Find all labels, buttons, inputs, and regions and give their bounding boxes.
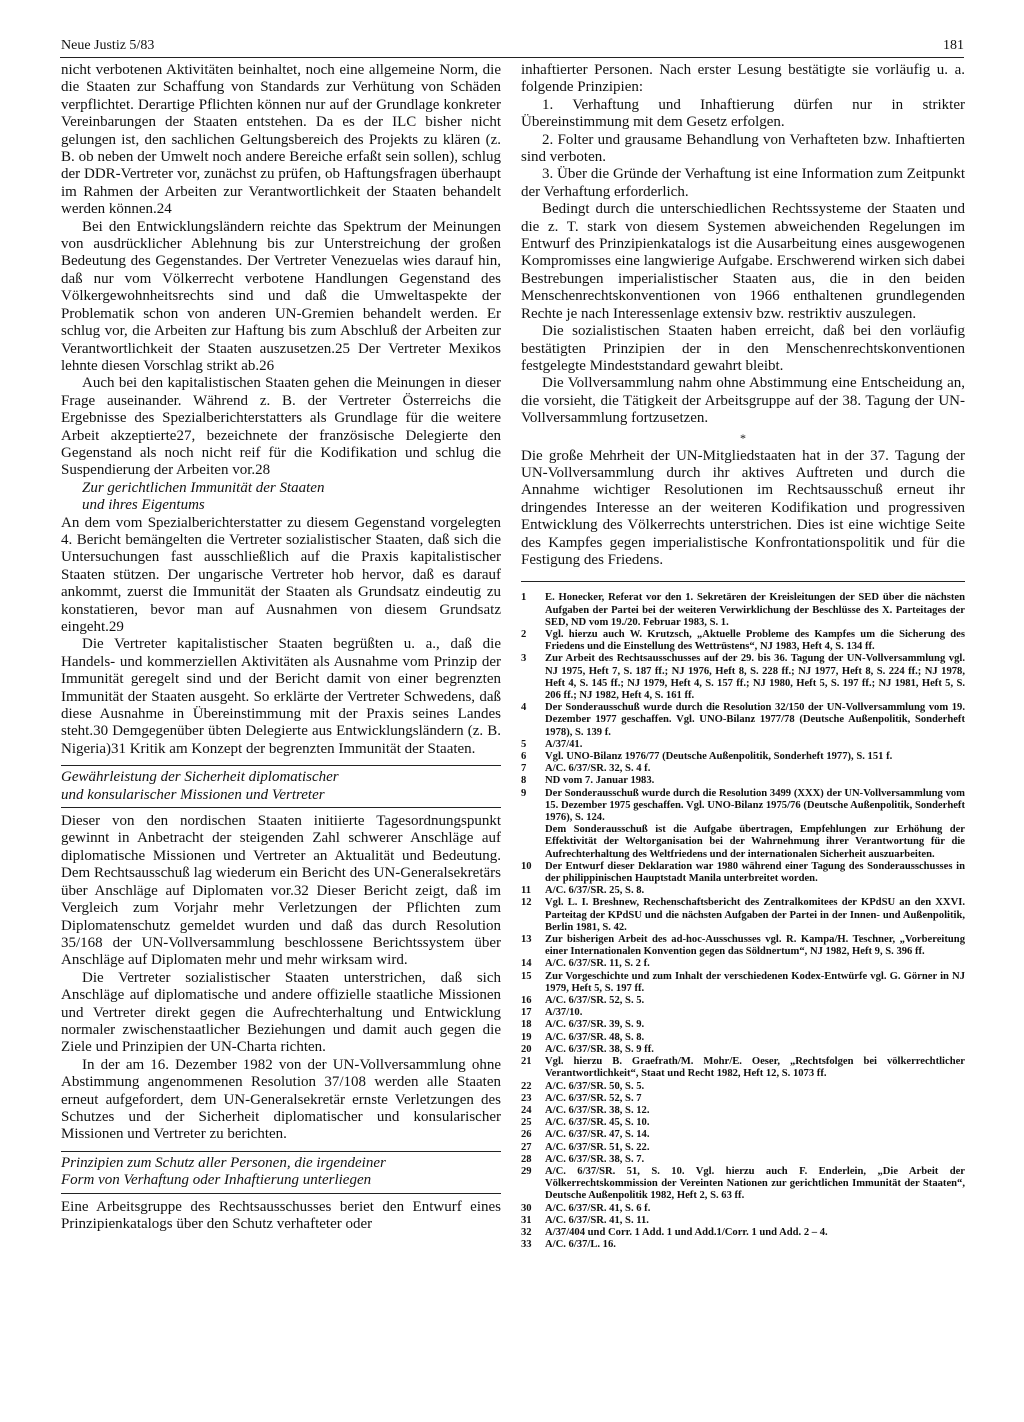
paragraph: In der am 16. Dezember 1982 von der UN-Vollversammlung ohne Abstimmung angenommenen Resolution 37/108 werden alle Staaten erneut aufgefordert, dem UN-Generalsekretär ernste Verletzungen des Schutzes und der Sicherheit diplomatischer und konsularischer Missionen und Vertreter zu berichten.: [61, 1056, 501, 1143]
footnote-text: Der Sonderausschuß wurde durch die Resolution 3499 (XXX) der UN-Vollversammlung vom 15. Dezember 1975 geschaffen. Vgl. UNO-Bilanz 1975/76 (Deutsche Außenpolitik, Sonderheft 1976), S. 124.: [545, 787, 965, 824]
footnote-item: [521, 1032, 965, 1044]
principle-item: 2. Folter und grausame Behandlung von Verhafteten bzw. Inhaftierten sind verboten.: [521, 131, 965, 166]
paragraph: Auch bei den kapitalistischen Staaten gehen die Meinungen in dieser Frage auseinander. Während z. B. der Vertreter Österreichs die Ergebnisse des Spezialberichterstatters als Grundlage für die weitere Arbeit akzeptierte27, bezeichnete der französische Delegierte den Gegenstand als noch nicht reif für die Kodifikation und schlug die Suspendierung der Arbeiten vor.28: [61, 375, 501, 479]
section-separator-star: *: [740, 430, 746, 445]
footnote-item: [521, 1056, 965, 1080]
footnote-text: E. Honecker, Referat vor den 1. Sekretären der Kreisleitungen der SED über die nächsten Aufgaben der Partei bei der weiteren Verwirklichung der Beschlüsse des X. Parteitages der SED, ND vom 19./20. Februar 1983, S. 1.: [545, 592, 965, 628]
footnote-number: 16: [521, 995, 532, 1007]
footnote-number: 22: [521, 1080, 532, 1092]
heading-line: und konsularischer Missionen und Vertreter: [61, 786, 325, 803]
footnote-item: [521, 653, 965, 702]
footnote-item: [521, 763, 965, 775]
footnote-item: [521, 775, 965, 787]
footnote-text: A/C. 6/37/SR. 38, S. 7.: [545, 1153, 645, 1165]
footnote-text: A/C. 6/37/SR. 48, S. 8.: [545, 1031, 645, 1043]
footnote-item: [521, 1093, 965, 1105]
footnote-number: 28: [521, 1153, 532, 1165]
footnote-text: ND vom 7. Januar 1983.: [545, 775, 655, 787]
footnote-number: 3: [521, 653, 527, 665]
footnote-number: [521, 824, 545, 861]
section-heading-diplomatic-security: [61, 765, 501, 808]
footnote-text: Vgl. hierzu auch W. Krutzsch, „Aktuelle Probleme des Kampfes um die Sicherung des Friedens und die Einstellung des Wettrüstens“, NJ 1983, Heft 4, S. 134 ff.: [545, 628, 965, 653]
principle-item: 1. Verhaftung und Inhaftierung dürfen nur in strikter Übereinstimmung mit dem Gesetz erfolgen.: [521, 96, 965, 131]
heading-line: Form von Verhaftung oder Inhaftierung unterliegen: [61, 1172, 372, 1189]
footnote-item: [521, 971, 965, 995]
footnote-item: [521, 1166, 965, 1203]
footnote-item: [521, 1142, 965, 1154]
footnote-number: 7: [521, 763, 527, 775]
subheading-immunity-line2: und ihres Eigentums: [82, 497, 205, 514]
subheading-immunity-line1: Zur gerichtlichen Immunität der Staaten: [82, 479, 325, 496]
footnote-number: 9: [521, 787, 527, 799]
footnote-number: 8: [521, 775, 527, 787]
footnote-number: 25: [521, 1117, 532, 1129]
footnote-number: 33: [521, 1239, 532, 1251]
footnote-item: [521, 1154, 965, 1166]
paragraph: Eine Arbeitsgruppe des Rechtsausschusses beriet den Entwurf eines Prinzipienkatalogs über den Schutz verhafteter oder: [61, 1198, 501, 1232]
footnote-number: 19: [521, 1031, 532, 1043]
footnote-text: Vgl. hierzu B. Graefrath/M. Mohr/E. Oeser, „Rechtsfolgen bei völkerrechtlicher Verantwortlichkeit“, Staat und Recht 1982, Heft 12, S. 1073 ff.: [545, 1056, 965, 1080]
paragraph: Die große Mehrheit der UN-Mitgliedstaaten hat in der 37. Tagung der UN-Vollversammlung durch ihr aktives Auftreten und durch die Annahme wichtiger Resolutionen im Rechtsausschuß erneut ihr dringendes Interesse an der weiteren Kodifikation und progressiven Entwicklung des Völkerrechts unterstrichen. Dies ist eine wichtige Seite des Kampfes gegen imperialistische Konfrontationspolitik und für die Festigung des Friedens.: [521, 447, 965, 568]
left-column: [61, 62, 501, 1233]
footnote-item: [521, 934, 965, 958]
footnote-number: 30: [521, 1202, 532, 1214]
footnote-rule: [521, 581, 965, 582]
footnote-text: Der Entwurf dieser Deklaration war 1980 während einer Tagung des Sonderausschusses in der philippinischen Hauptstadt Manila unterbreitet worden.: [545, 860, 965, 885]
footnote-item: [521, 592, 965, 629]
paragraph: Dieser von den nordischen Staaten initiierte Tagesordnungspunkt gewinnt in Anbetracht der steigenden Zahl schwerer Anschläge auf diplomatische Missionen und Vertreter an Aktualität und Bedeutung. Dem Rechtsausschuß lag wiederum ein Bericht des UN-Generalsekretärs über Anschläge auf Diplomaten vor.32 Dieser Bericht zeigt, daß im Vergleich zum Vorjahr mehr Verletzungen der Pflichten zum Diplomatenschutz gemeldet wurden und daß das durch Resolution 35/168 der UN-Vollversammlung beschlossene Berichtssystem über Anschläge auf Diplomaten mehr und mehr wirksam wird.: [61, 813, 501, 969]
footnote-item: [521, 1105, 965, 1117]
footnote-item: [521, 1044, 965, 1056]
footnote-item: [521, 1227, 965, 1239]
footnote-text: A/C. 6/37/SR. 41, S. 6 f.: [545, 1202, 651, 1214]
footnote-item: [521, 885, 965, 897]
footnote-text: Zur Arbeit des Rechtsausschusses auf der 29. bis 36. Tagung der UN-Vollversammlung vgl. NJ 1975, Heft 7, S. 187 ff.; NJ 1976, Heft 8, S. 228 ff.; NJ 1977, Heft 8, S. 224 ff.; NJ 1978, Heft 4, S. 145 ff.; NJ 1979, Heft 4, S. 157 ff.; NJ 1980, Heft 5, S. 197 ff.; NJ 1981, Heft 5, S. 206 ff.; NJ 1982, Heft 4, S. 161 ff.: [545, 653, 965, 701]
footnote-list: [521, 592, 965, 1251]
footnote-number: 23: [521, 1092, 532, 1104]
footnote-text: A/37/10.: [545, 1007, 583, 1019]
footnote-number: 27: [521, 1141, 532, 1153]
heading-line: Gewährleistung der Sicherheit diplomatischer: [61, 769, 339, 786]
footnote-item: [521, 1203, 965, 1215]
footnote-text: Zur bisherigen Arbeit des ad-hoc-Ausschusses vgl. R. Kampa/H. Teschner, „Vorbereitung einer Internationalen Konvention gegen das Söldnertum“, NJ 1982, Heft 9, S. 396 ff.: [545, 934, 965, 958]
footnote-number: 14: [521, 958, 532, 970]
footnote-number: 1: [521, 592, 527, 604]
footnote-item: [521, 1129, 965, 1141]
footnote-number: 4: [521, 702, 527, 714]
footnote-text: A/C. 6/37/SR. 11, S. 2 f.: [545, 958, 650, 970]
header-rule: [60, 57, 964, 58]
footnote-item: [521, 1019, 965, 1031]
footnote-number: 17: [521, 1007, 532, 1019]
footnote-number: 15: [521, 970, 532, 982]
footnote-number: 24: [521, 1104, 532, 1116]
footnote-item: [521, 995, 965, 1007]
footnote-item: [521, 1007, 965, 1019]
footnote-text: A/C. 6/37/SR. 52, S. 7: [545, 1092, 642, 1104]
footnote-text: A/C. 6/37/SR. 52, S. 5.: [545, 995, 645, 1007]
footnote-number: 12: [521, 897, 532, 909]
footnote-item: [521, 702, 965, 739]
footnote-text: A/C. 6/37/SR. 45, S. 10.: [545, 1117, 650, 1129]
footnote-text: A/C. 6/37/SR. 50, S. 5.: [545, 1080, 645, 1092]
footnote-item: [521, 958, 965, 970]
page-number: 181: [943, 38, 964, 53]
footnote-number: 6: [521, 751, 527, 763]
footnote-text: A/37/41.: [545, 738, 583, 750]
footnote-item: [521, 1239, 965, 1251]
footnote-text: Dem Sonderausschuß ist die Aufgabe übertragen, Empfehlungen zur Erhöhung der Effektivität der Weltorganisation bei der Wahrnehmung ihrer Verantwortung für die Aufrechterhaltung des Weltfriedens und der internationalen Sicherheit auszuarbeiten.: [545, 824, 965, 860]
paragraph: An dem vom Spezialberichterstatter zu diesem Gegenstand vorgelegten 4. Bericht bemängelten die Vertreter sozialistischer Staaten, daß sich die Untersuchungen fast ausschließlich auf die Praxis kapitalistischer Staaten stützen. Der ungarische Vertreter hob hervor, daß es darauf ankommt, zuerst die Immunität der Staaten als Grundsatz eindeutig zu konstatieren, bevor man auf Ausnahmen von diesem Grundsatz eingeht.29: [61, 514, 501, 635]
footnote-item: [521, 861, 965, 885]
footnote-text: A/C. 6/37/L. 16.: [545, 1239, 616, 1251]
paragraph: nicht verbotenen Aktivitäten beinhaltet, noch eine allgemeine Norm, die die Staaten zur Schaffung von Standards zur Verhütung von Schäden verpflichtet. Derartige Pflichten können nur auf der Grundlage konkreter Vereinbarungen der Staaten entstehen. Da es der ILC bisher nicht gelungen ist, den sachlichen Geltungsbereich des Projekts zu klären (z. B. ob neben der Umwelt noch andere Bereiche erfaßt sein sollen), schlug der DDR-Vertreter vor, zunächst zu prüfen, ob Haftungsfragen überhaupt im Rahmen der Arbeiten zur Verantwortlichkeit der Staaten behandelt werden können.24: [61, 62, 501, 218]
paragraph: Die Vertreter kapitalistischer Staaten begrüßten u. a., daß die Handels- und kommerziellen Aktivitäten als Ausnahme vom Prinzip der Immunität geregelt sind und der Bericht damit von einer begrenzten Immunität der Staaten ausgeht. So erklärte der Vertreter Schwedens, daß diese Ausnahme in Übereinstimmung mit der Praxis seines Landes steht.30 Demgegenüber übten Delegierte aus Entwicklungsländern (z. B. Nigeria)31 Kritik am Konzept der begrenzten Immunität der Staaten.: [61, 636, 501, 757]
paragraph: Die Vollversammlung nahm ohne Abstimmung eine Entscheidung an, die vorsieht, die Tätigkeit der Arbeitsgruppe auf der 38. Tagung der UN-Vollversammlung fortzusetzen.: [521, 375, 965, 427]
footnote-number: 21: [521, 1056, 532, 1068]
footnote-number: 18: [521, 1019, 532, 1031]
footnote-text: A/C. 6/37/SR. 41, S. 11.: [545, 1214, 649, 1226]
footnote-item: [521, 1081, 965, 1093]
footnote-text: A/C. 6/37/SR. 39, S. 9.: [545, 1019, 645, 1031]
footnote-number: 29: [521, 1165, 532, 1177]
footnote-text: A/C. 6/37/SR. 32, S. 4 f.: [545, 763, 651, 775]
heading-line: Prinzipien zum Schutz aller Personen, die irgendeiner: [61, 1154, 386, 1171]
footnote-number: 5: [521, 738, 527, 750]
footnote-item: [521, 824, 965, 861]
footnote-text: A/C. 6/37/SR. 51, S. 22.: [545, 1141, 650, 1153]
footnote-item: [521, 897, 965, 934]
footnote-text: Der Sonderausschuß wurde durch die Resolution 32/150 der UN-Vollversammlung vom 19. Dezember 1977 geschaffen. Vgl. UNO-Bilanz 1977/78 (Deutsche Außenpolitik, Sonderheft 1978), S. 139 f.: [545, 702, 965, 738]
footnote-item: [521, 788, 965, 825]
footnote-number: 2: [521, 628, 527, 640]
footnote-text: Zur Vorgeschichte und zum Inhalt der verschiedenen Kodex-Entwürfe vgl. G. Görner in NJ 1979, Heft 5, S. 197 ff.: [545, 970, 965, 994]
footnote-text: A/C. 6/37/SR. 38, S. 12.: [545, 1104, 650, 1116]
right-column: [521, 62, 965, 1251]
footnote-number: 10: [521, 860, 532, 872]
footnote-number: 13: [521, 934, 532, 946]
footnote-text: A/C. 6/37/SR. 25, S. 8.: [545, 885, 645, 897]
footnote-item: [521, 1117, 965, 1129]
footnote-text: Vgl. L. I. Breshnew, Rechenschaftsbericht des Zentralkomitees der KPdSU an den XXVI. Parteitag der KPdSU und die nächsten Aufgaben der Partei in der Innen- und Außenpolitik, Berlin 1981, S. 42.: [545, 897, 965, 933]
footnote-number: 31: [521, 1214, 532, 1226]
footnote-text: A/C. 6/37/SR. 38, S. 9 ff.: [545, 1043, 654, 1055]
principle-item: 3. Über die Gründe der Verhaftung ist eine Information zum Zeitpunkt der Verhaftung erforderlich.: [521, 166, 965, 200]
footnote-text: A/37/404 und Corr. 1 Add. 1 und Add.1/Corr. 1 und Add. 2 – 4.: [545, 1226, 828, 1238]
footnote-item: [521, 1215, 965, 1227]
footnote-item: [521, 739, 965, 751]
paragraph: Die sozialistischen Staaten haben erreicht, daß bei den vorläufig bestätigten Prinzipien der in den Menschenrechtskonventionen festgelegte Mindeststandard gewahrt bleibt.: [521, 323, 965, 374]
journal-header: Neue Justiz 5/83: [61, 38, 155, 53]
footnote-text: A/C. 6/37/SR. 47, S. 14.: [545, 1129, 650, 1141]
paragraph: inhaftierter Personen. Nach erster Lesung bestätigte sie vorläufig u. a. folgende Prinzipien:: [521, 62, 965, 96]
footnote-number: 26: [521, 1129, 532, 1141]
section-heading-detention-principles: [61, 1151, 501, 1194]
footnote-item: [521, 629, 965, 653]
footnote-text: Vgl. UNO-Bilanz 1976/77 (Deutsche Außenpolitik, Sonderheft 1977), S. 151 f.: [545, 751, 893, 763]
footnote-item: [521, 751, 965, 763]
footnote-number: 11: [521, 885, 532, 897]
paragraph: Bedingt durch die unterschiedlichen Rechtssysteme der Staaten und die z. T. stark von diesem Systemen abweichenden Regelungen im Entwurf des Prinzipienkatalogs ist die Ausarbeitung eines ausgewogenen Kompromisses eine langwierige Aufgabe. Erschwerend wirken sich dabei Bestrebungen imperialistischer Staaten aus, die in den beiden Menschenrechtskonventionen von 1966 enthaltenen grundlegenden Rechte je nach Interessenlage extensiv bzw. restriktiv auszulegen.: [521, 201, 965, 322]
paragraph: Die Vertreter sozialistischer Staaten unterstrichen, daß sich Anschläge auf diplomatische und andere offizielle staatliche Missionen und Vertreter direkt gegen die Aufrechterhaltung und Entwicklung normaler zwischenstaatlicher Beziehungen und damit auch gegen die Ziele und Prinzipien der UN-Charta richten.: [61, 969, 501, 1056]
footnote-number: 32: [521, 1226, 532, 1238]
footnote-number: 20: [521, 1043, 532, 1055]
paragraph: Bei den Entwicklungsländern reichte das Spektrum der Meinungen von ausdrücklicher Ablehnung bis zur Unterstreichung der großen Bedeutung des Gegenstandes. Der Vertreter Venezuelas wies darauf hin, daß nur vom Völkerrecht verbotene Handlungen Gegenstand des Völkergewohnheitsrechts sind und daß die Umweltaspekte der Problematik schon von anderen UN-Gremien behandelt werden. Er schlug vor, die Arbeiten zur Haftung bis zum Abschluß der Arbeiten zur Verantwortlichkeit der Staaten auszusetzen.25 Der Vertreter Mexikos lehnte diesen Vorschlag strikt ab.26: [61, 218, 501, 374]
footnote-text: A/C. 6/37/SR. 51, S. 10. Vgl. hierzu auch F. Enderlein, „Die Arbeit der Völkerrechtskommission der Vereinten Nationen zur gerichtlichen Immunität der Staaten“, Deutsche Außenpolitik 1982, Heft 2, S. 63 ff.: [545, 1165, 965, 1202]
